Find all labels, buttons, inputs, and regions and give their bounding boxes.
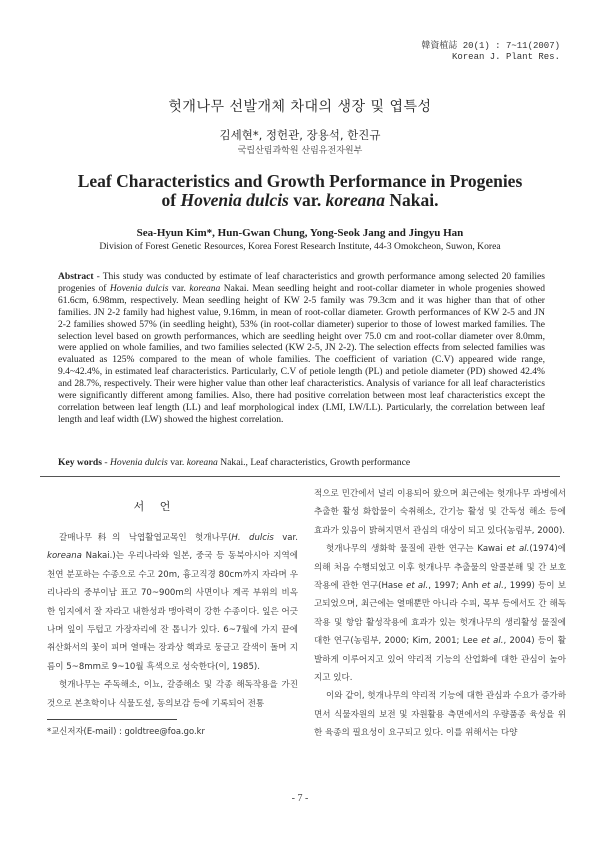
abstract-species: Hovenia dulcis (109, 282, 169, 294)
left-p1-species: H. dulcis (231, 533, 274, 543)
abstract (58, 271, 545, 426)
abstract-text-2: var. (168, 282, 190, 294)
title-variety: koreana (325, 190, 385, 210)
english-title (40, 172, 560, 210)
title-of: of (161, 190, 181, 210)
keywords-species: Hovenia dulcis (109, 457, 168, 468)
journal-reference (421, 41, 560, 63)
page-number: - 7 - (291, 793, 309, 804)
keywords-sep: - (101, 457, 110, 468)
right-p1-b: (1974)에 의해 처음 수행되었고 이후 헛개나무 추출물의 알콜분해 및 간 보호작용에 관한 연구(Hase (314, 544, 566, 592)
intro-paragraph-2: 헛개나무는 주독해소, 이뇨, 갈증해소 및 각종 해독작용을 가진 것으로 본초학이나 식물도설, 동의보감 등에 기록되어 전통 (47, 680, 298, 709)
keywords-variety: koreana (186, 457, 218, 468)
abstract-text-3: Nakai. Mean seedling height and root-collar diameter in whole progenies showed 61.6cm, 6.98mm, respectively. Mean seedling height of KW 2-5 family was 79.3cm and it was higher than that of other families. JN 2-2 family had highest value, 9.16mm, in mean of root-collar diameter. Growth performances of KW 2-5 and JN 2-2 families showed 57% (in seedling height), 53% (in root-collar diameter) superior to those of lowest marked families. The selection level based on growth performances, which are seedling height over 75.0 cm and root-collar diameter over 8.0mm, were applied on whole families, and two families selected (KW 2-5, JN 2-2). The selection effects from selected families was evaluated as 125% compared to the mean of whole families. The coefficient of variation (C.V) appeared wide range, 9.4~42.4%, in estimated leaf characteristics. Particularly, C.V of petiole length (PL) and petiole diameter (PD) showed 42.4% and 28.7%, respectively. Their were higher value than other leaf characteristics. Analysis of variance for all leaf characteristics were significantly different among families. Also, there had positive correlation between most leaf characteristics except the correlation between leaf length (LL) and leaf morphological index (LMI, LW/LL). Particularly, the correlation between leaf length and leaf width (LW) showed the highest correlation. (58, 282, 545, 425)
keywords-rest: Nakai., Leaf characteristics, Growth performance (217, 457, 411, 468)
intro-paragraph-continued: 적으로 민간에서 널리 이용되어 왔으며 최근에는 헛개나무 과병에서 추출한 활성 화합물이 숙취해소, 간기능 활성 및 간독성 해소 등에 효과가 있음이 밝혀지면서 관심의 대상이 되고 있다(농림부, 2000). (314, 489, 566, 536)
corresponding-author-footnote: *교신저자(E-mail) : goldtree@foa.go.kr (47, 726, 205, 736)
korean-title: 헛개나무 선발개체 차대의 생장 및 엽특성 (168, 99, 432, 115)
right-p1-a: 헛개나무의 생화학 물질에 관한 연구는 Kawai (326, 544, 507, 555)
english-authors: Sea-Hyun Kim*, Hun-Gwan Chung, Yong-Seok Jang and Jingyu Han (136, 227, 464, 239)
english-title-line1: Leaf Characteristics and Growth Performance in Progenies (77, 171, 523, 191)
section-heading: 서 언 (133, 500, 177, 513)
keywords-label: Key words (58, 457, 102, 468)
right-p1-etal-4: et al. (481, 636, 504, 647)
keywords-var: var. (167, 457, 187, 468)
right-column (314, 485, 566, 743)
right-p1-c: , 1997; Anh (428, 581, 482, 592)
keywords (58, 457, 545, 469)
abstract-text-1: - This study was conducted by estimate of leaf characteristics and growth performance among selected 20 families progenies of (58, 271, 545, 294)
korean-authors: 김세현*, 정헌관, 장용석, 한진규 (219, 128, 381, 142)
abstract-label: Abstract (58, 271, 94, 282)
left-p1-a: 갈매나무科의 낙엽활엽교목인 헛개나무( (59, 533, 232, 543)
title-end: Nakai. (384, 190, 439, 210)
korean-affiliation: 국립산림과학원 산림유전자원부 (237, 146, 363, 156)
right-p1-etal-3: et al. (481, 581, 504, 592)
journal-name: Korean J. Plant Res. (451, 52, 560, 62)
intro-paragraph-3 (314, 540, 566, 687)
left-p1-variety: koreana (47, 551, 82, 562)
right-p1-e: , 2004) 등이 활발하게 이루어지고 있어 약리적 기능의 산업화에 대한 관심이 높아지고 있다. (314, 636, 566, 684)
right-p1-etal-1: et al. (506, 544, 530, 555)
title-var: var. (288, 190, 326, 210)
footnote-divider (47, 719, 177, 720)
journal-citation: 韓資植誌 20(1) : 7~11(2007) (421, 41, 560, 51)
abstract-variety: koreana (189, 282, 221, 294)
intro-paragraph-1 (47, 529, 298, 676)
right-p1-etal-2: et al. (406, 581, 429, 592)
intro-paragraph-4: 이와 같이, 헛개나무의 약리적 기능에 대한 관심과 수요가 증가하면서 식물자원의 보전 및 자원활용 측면에서의 우량품종 육성을 위한 육종의 필요성이 요구되고 있다. 이를 위해서는 다양 (314, 691, 566, 739)
left-p1-b: var. (273, 533, 298, 543)
left-p1-c: Nakai.)는 우리나라와 일본, 중국 등 동북아시아 지역에 천연 분포하는 수종으로 수고 20m, 흉고직경 80cm까지 자라며 우리나라의 중부이남 표고 70~900m의 사면이나 계곡 부위의 비옥한 임지에서 잘 자라고 내한성과 맹아력이 강한 수종이다. 잎은 어긋나며 잎이 두텁고 가장자리에 잔 톱니가 있다. 6~7월에 가지 끝에 취산화서의 꽃이 피며 열매는 장과상 핵과로 둥글고 갈색이 돌며 지름이 5~8mm로 9~10월 흑색으로 성숙한다(이, 1985). (47, 551, 298, 672)
english-title-line2 (40, 191, 560, 210)
section-divider (40, 476, 560, 477)
left-column (47, 529, 298, 713)
title-species: Hovenia dulcis (180, 190, 289, 210)
english-affiliation: Division of Forest Genetic Resources, Korea Forest Research Institute, 44-3 Omokcheon, Suwon, Korea (99, 241, 501, 252)
right-p1-d: , 1999) 등이 보고되었으며, 최근에는 열매뿐만 아니라 수피, 목부 등에서도 간 해독작용 및 항암 활성작용에 효과가 있는 헛개나무의 생리활성 물질에 대한 연구(농림부, 2000; Kim, 2001; Lee (314, 581, 567, 647)
